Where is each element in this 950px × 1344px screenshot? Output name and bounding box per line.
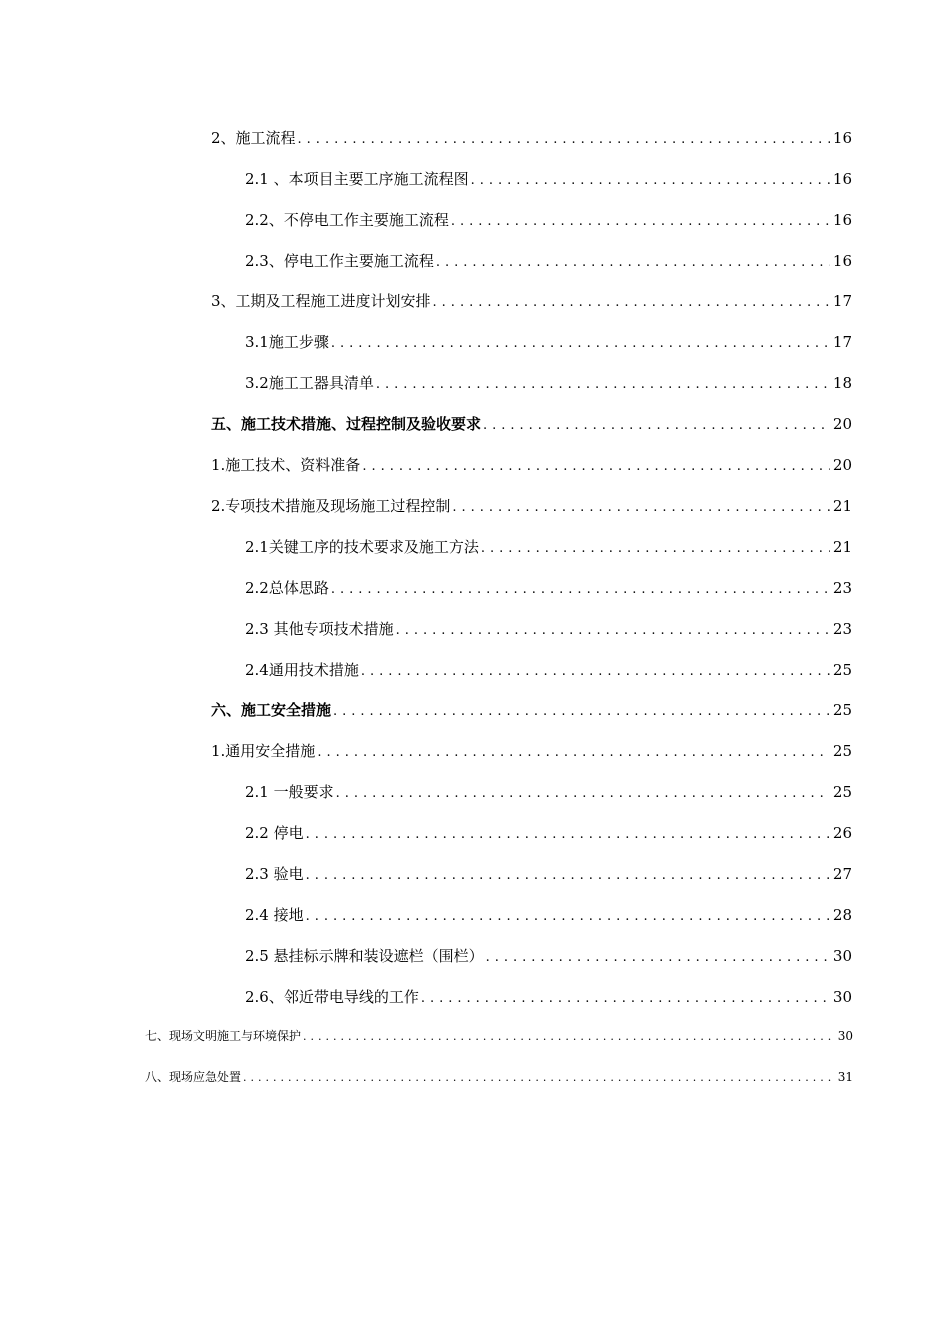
toc-entry-label: 2.1 一般要求 (245, 783, 334, 801)
toc-entry-label: 1.施工技术、资料准备 (211, 456, 361, 474)
toc-entry[interactable] (245, 210, 852, 232)
toc-entry-label: 2.专项技术措施及现场施工过程控制 (211, 497, 451, 515)
toc-entry-page: 23 (832, 579, 852, 597)
toc-entry-label: 2.3、停电工作主要施工流程 (245, 252, 434, 270)
toc-entry[interactable] (245, 169, 852, 191)
toc-entry[interactable] (245, 864, 852, 886)
toc-entry-page: 25 (832, 701, 852, 719)
dot-leader (396, 621, 830, 641)
toc-entry-page: 31 (837, 1070, 853, 1084)
toc-entry-label: 八、现场应急处置 (145, 1070, 242, 1084)
dot-leader (433, 293, 830, 313)
toc-entry[interactable] (245, 619, 852, 641)
toc-entry-label: 2.6、邻近带电导线的工作 (245, 988, 419, 1006)
toc-entry-label: 2.1 、本项目主要工序施工流程图 (245, 170, 469, 188)
toc-entry-page: 16 (832, 170, 852, 188)
dot-leader (331, 334, 830, 354)
toc-entry-page: 21 (832, 497, 852, 515)
toc-entry-page: 17 (832, 333, 852, 351)
toc-entry-page: 27 (832, 865, 852, 883)
toc-entry-label: 3.1施工步骤 (245, 333, 329, 351)
toc-entry[interactable] (211, 455, 852, 477)
dot-leader (298, 130, 830, 150)
toc-entry-page: 26 (832, 824, 852, 842)
dot-leader (486, 948, 830, 968)
toc-entry-label: 2.2总体思路 (245, 579, 329, 597)
dot-leader (333, 702, 830, 722)
toc-entry-label: 2.1关键工序的技术要求及施工方法 (245, 538, 479, 556)
toc-section-heading[interactable] (211, 700, 852, 722)
toc-entry[interactable] (145, 1069, 853, 1086)
toc-entry[interactable] (245, 782, 852, 804)
toc-entry-label: 3、工期及工程施工进度计划安排 (211, 292, 431, 310)
toc-entry-label: 2、施工流程 (211, 129, 296, 147)
toc-entry-page: 25 (832, 783, 852, 801)
toc-entry-label: 1.通用安全措施 (211, 742, 316, 760)
toc-entry-label: 2.4 接地 (245, 906, 304, 924)
toc-entry-page: 25 (832, 661, 852, 679)
toc-section-heading[interactable] (211, 414, 852, 436)
toc-entry[interactable] (245, 373, 852, 395)
toc-entry[interactable] (245, 332, 852, 354)
toc-entry-label: 3.2施工工器具清单 (245, 374, 374, 392)
toc-entry-label: 2.3 验电 (245, 865, 304, 883)
toc-entry-page: 30 (837, 1029, 853, 1043)
dot-leader (303, 1029, 835, 1045)
toc-entry[interactable] (245, 905, 852, 927)
toc-entry[interactable] (245, 537, 852, 559)
toc-entry-label: 2.2、不停电工作主要施工流程 (245, 211, 449, 229)
toc-entry[interactable] (145, 1028, 853, 1045)
toc-entry-label: 2.3 其他专项技术措施 (245, 620, 394, 638)
dot-leader (331, 580, 830, 600)
toc-entry-page: 16 (832, 211, 852, 229)
toc-entry[interactable] (245, 251, 852, 273)
toc-entry-label: 五、施工技术措施、过程控制及验收要求 (211, 415, 482, 433)
toc-entry[interactable] (245, 578, 852, 600)
toc-entry-page: 25 (832, 742, 852, 760)
toc-entry-page: 30 (832, 947, 852, 965)
dot-leader (306, 907, 830, 927)
toc-entry[interactable] (211, 741, 852, 763)
dot-leader (376, 375, 830, 395)
toc-entry[interactable] (211, 128, 852, 150)
toc-entry[interactable] (211, 496, 852, 518)
toc-entry-page: 16 (832, 129, 852, 147)
toc-entry-label: 2.2 停电 (245, 824, 304, 842)
toc-entry-label: 2.5 悬挂标示牌和装设遮栏（围栏） (245, 947, 484, 965)
dot-leader (483, 416, 830, 436)
toc-entry-page: 16 (832, 252, 852, 270)
dot-leader (362, 457, 830, 477)
toc-entry-page: 18 (832, 374, 852, 392)
toc-entry-page: 20 (832, 456, 852, 474)
toc-entry[interactable] (245, 946, 852, 968)
toc-entry-page: 23 (832, 620, 852, 638)
dot-leader (243, 1070, 835, 1086)
toc-entry[interactable] (245, 660, 852, 682)
dot-leader (471, 171, 830, 191)
toc-entry[interactable] (211, 291, 852, 313)
toc-entry-label: 七、现场文明施工与环境保护 (145, 1029, 302, 1043)
dot-leader (336, 784, 830, 804)
toc-entry-label: 2.4通用技术措施 (245, 661, 359, 679)
dot-leader (306, 866, 830, 886)
dot-leader (306, 825, 830, 845)
toc-entry[interactable] (245, 823, 852, 845)
toc-entry-page: 20 (832, 415, 852, 433)
dot-leader (421, 989, 830, 1009)
toc-entry-label: 六、施工安全措施 (211, 701, 332, 719)
toc-entry-page: 28 (832, 906, 852, 924)
dot-leader (451, 212, 830, 232)
dot-leader (317, 743, 830, 763)
dot-leader (436, 253, 830, 273)
toc-entry-page: 21 (832, 538, 852, 556)
toc-entry-page: 17 (832, 292, 852, 310)
toc-entry[interactable] (245, 987, 852, 1009)
dot-leader (481, 539, 830, 559)
toc-entry-page: 30 (832, 988, 852, 1006)
dot-leader (361, 662, 830, 682)
dot-leader (452, 498, 830, 518)
